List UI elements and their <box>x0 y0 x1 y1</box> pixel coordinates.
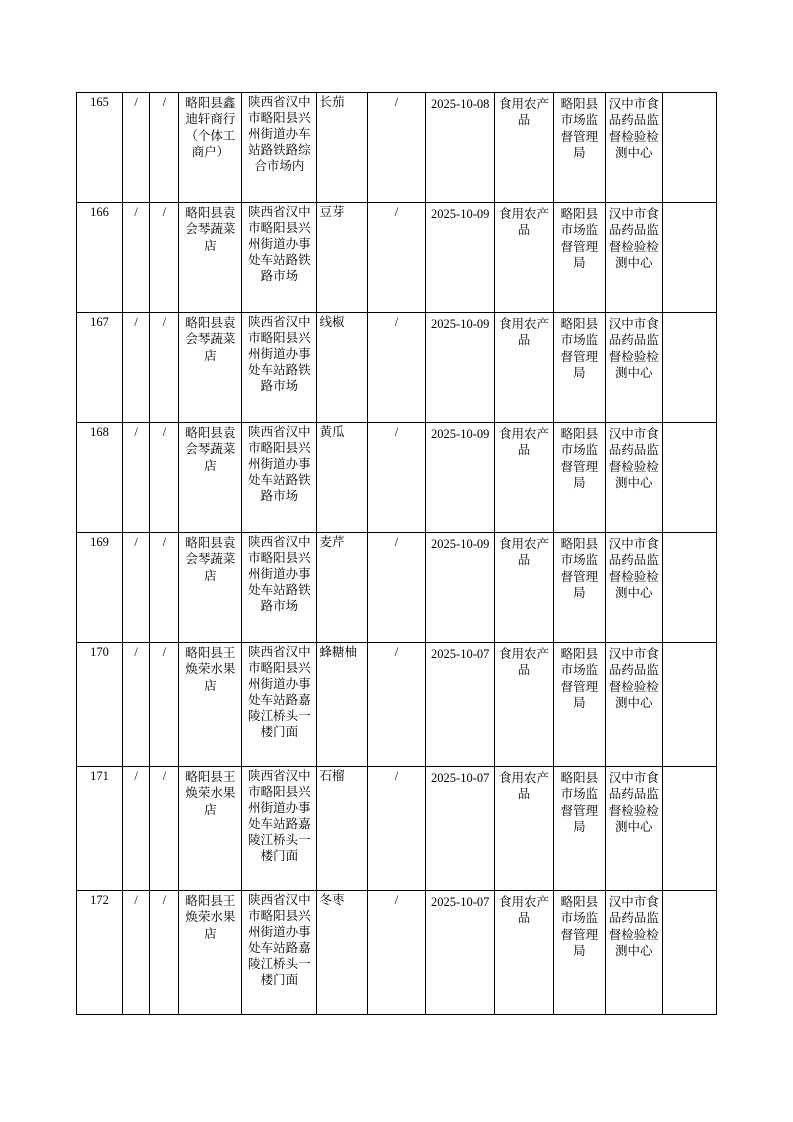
row-index-cell <box>77 313 123 423</box>
row-date: 2025-10-09 <box>431 207 490 221</box>
row-slash1: / <box>134 425 138 439</box>
row-index: 168 <box>90 425 109 439</box>
row-remark-cell <box>662 533 716 643</box>
row-org-cell <box>553 423 605 533</box>
row-category: 食用农产品 <box>498 537 549 568</box>
row-date-cell <box>426 313 495 423</box>
row-index: 172 <box>90 893 109 907</box>
row-org-cell <box>553 767 605 891</box>
row-address: 陕西省汉中市略阳县兴州街道办事处车站路嘉陵江桥头一楼门面 <box>248 893 311 987</box>
row-index: 165 <box>90 95 109 109</box>
row-shop: 略阳县鑫迪轩商行（个体工商户） <box>185 96 236 159</box>
row-address: 陕西省汉中市略阳县兴州街道办事处车站路嘉陵江桥头一楼门面 <box>248 645 311 739</box>
row-index: 171 <box>90 769 109 783</box>
row-org: 略阳县市场监督管理局 <box>560 317 599 380</box>
row-date: 2025-10-09 <box>431 427 490 441</box>
row-slash1: / <box>134 893 138 907</box>
row-lab-cell <box>606 203 662 313</box>
row-category: 食用农产品 <box>498 427 549 458</box>
row-index-cell <box>77 203 123 313</box>
row-date-cell <box>426 891 495 1015</box>
row-slash2: / <box>162 205 167 219</box>
row-slash1-cell <box>123 643 150 767</box>
row-fail-item: / <box>394 95 399 109</box>
row-remark-cell <box>662 93 716 203</box>
row-fail-item: / <box>394 769 399 783</box>
row-date-cell <box>426 93 495 203</box>
row-fail-item: / <box>394 535 399 549</box>
row-sample: 黄瓜 <box>319 425 345 439</box>
row-fail-item: / <box>394 315 399 329</box>
row-category: 食用农产品 <box>498 895 549 926</box>
row-slash2: / <box>162 769 167 783</box>
row-category-cell <box>495 533 554 643</box>
row-org: 略阳县市场监督管理局 <box>560 97 599 160</box>
row-slash1: / <box>134 315 138 329</box>
row-category: 食用农产品 <box>498 771 549 802</box>
row-shop: 略阳县王焕荣水果店 <box>185 646 236 693</box>
row-category-cell <box>495 203 554 313</box>
row-sample-cell <box>317 643 367 767</box>
row-index-cell <box>77 533 123 643</box>
row-slash1: / <box>134 769 138 783</box>
row-address: 陕西省汉中市略阳县兴州街道办事处车站路嘉陵江桥头一楼门面 <box>248 769 311 863</box>
row-category-cell <box>495 93 554 203</box>
row-shop-cell <box>179 93 242 203</box>
row-remark-cell <box>662 767 716 891</box>
row-address: 陕西省汉中市略阳县兴州街道办车站路铁路综合市场内 <box>248 95 311 173</box>
row-address-cell <box>242 891 317 1015</box>
row-index-cell <box>77 643 123 767</box>
row-slash1: / <box>134 535 138 549</box>
row-shop-cell <box>179 643 242 767</box>
table-row <box>77 533 717 643</box>
row-org-cell <box>553 533 605 643</box>
row-category: 食用农产品 <box>498 97 549 128</box>
row-address: 陕西省汉中市略阳县兴州街道办事处车站路铁路市场 <box>248 315 311 393</box>
row-org: 略阳县市场监督管理局 <box>560 427 599 490</box>
row-org-cell <box>553 891 605 1015</box>
row-remark-cell <box>662 423 716 533</box>
row-fail-item: / <box>394 205 399 219</box>
row-category: 食用农产品 <box>498 647 549 678</box>
row-slash1-cell <box>123 313 150 423</box>
row-index: 169 <box>90 535 109 549</box>
row-remark <box>663 313 716 317</box>
row-sample: 麦芹 <box>319 535 345 549</box>
row-lab-cell <box>606 891 662 1015</box>
row-index-cell <box>77 93 123 203</box>
row-slash2-cell <box>150 891 179 1015</box>
table-row <box>77 643 717 767</box>
row-slash1-cell <box>123 93 150 203</box>
row-address-cell <box>242 533 317 643</box>
row-date: 2025-10-08 <box>431 97 490 111</box>
row-sample: 长茄 <box>319 95 345 109</box>
row-lab-cell <box>606 93 662 203</box>
row-sample-cell <box>317 891 367 1015</box>
row-slash2-cell <box>150 313 179 423</box>
row-org-cell <box>553 203 605 313</box>
row-remark-cell <box>662 313 716 423</box>
row-fail-item: / <box>394 425 399 439</box>
row-lab-cell <box>606 313 662 423</box>
row-remark <box>663 533 716 537</box>
row-slash1-cell <box>123 533 150 643</box>
row-date-cell <box>426 767 495 891</box>
row-slash2-cell <box>150 533 179 643</box>
row-slash2: / <box>162 425 167 439</box>
row-org: 略阳县市场监督管理局 <box>560 895 599 958</box>
row-date-cell <box>426 533 495 643</box>
row-org-cell <box>553 93 605 203</box>
row-fail-item-cell <box>367 93 426 203</box>
row-index-cell <box>77 423 123 533</box>
row-address-cell <box>242 423 317 533</box>
row-address-cell <box>242 767 317 891</box>
row-slash2: / <box>162 893 167 907</box>
row-sample: 豆芽 <box>319 205 345 219</box>
row-index: 170 <box>90 645 109 659</box>
table-body <box>77 93 717 1015</box>
row-slash1: / <box>134 645 138 659</box>
row-remark-cell <box>662 203 716 313</box>
row-remark <box>663 891 716 895</box>
row-slash2-cell <box>150 643 179 767</box>
row-lab-cell <box>606 423 662 533</box>
row-date-cell <box>426 423 495 533</box>
row-shop: 略阳县王焕荣水果店 <box>185 770 236 817</box>
row-fail-item-cell <box>367 423 426 533</box>
row-address-cell <box>242 313 317 423</box>
row-remark-cell <box>662 643 716 767</box>
row-date: 2025-10-07 <box>431 647 490 661</box>
row-shop-cell <box>179 767 242 891</box>
row-shop: 略阳县王焕荣水果店 <box>185 894 236 941</box>
row-category: 食用农产品 <box>498 317 549 348</box>
table-row <box>77 767 717 891</box>
row-lab: 汉中市食品药品监督检验检测中心 <box>608 895 659 958</box>
row-fail-item: / <box>394 645 399 659</box>
row-fail-item: / <box>394 893 399 907</box>
row-org-cell <box>553 643 605 767</box>
row-shop-cell <box>179 423 242 533</box>
row-sample-cell <box>317 93 367 203</box>
row-date: 2025-10-07 <box>431 771 490 785</box>
row-category-cell <box>495 643 554 767</box>
row-slash2: / <box>162 535 167 549</box>
row-index: 167 <box>90 315 109 329</box>
row-date-cell <box>426 203 495 313</box>
row-address-cell <box>242 643 317 767</box>
row-date: 2025-10-09 <box>431 317 490 331</box>
row-slash2: / <box>162 315 167 329</box>
row-slash2-cell <box>150 767 179 891</box>
row-org: 略阳县市场监督管理局 <box>560 537 599 600</box>
row-lab: 汉中市食品药品监督检验检测中心 <box>608 771 659 834</box>
row-remark <box>663 423 716 427</box>
row-slash2-cell <box>150 423 179 533</box>
row-shop-cell <box>179 203 242 313</box>
row-slash1: / <box>134 205 138 219</box>
row-fail-item-cell <box>367 533 426 643</box>
table-row <box>77 423 717 533</box>
row-lab-cell <box>606 533 662 643</box>
row-shop: 略阳县袁会琴蔬菜店 <box>185 206 236 253</box>
row-lab: 汉中市食品药品监督检验检测中心 <box>608 317 659 380</box>
row-slash2: / <box>162 95 167 109</box>
row-sample-cell <box>317 423 367 533</box>
row-slash1-cell <box>123 891 150 1015</box>
row-sample-cell <box>317 767 367 891</box>
row-org: 略阳县市场监督管理局 <box>560 207 599 270</box>
row-shop: 略阳县袁会琴蔬菜店 <box>185 426 236 473</box>
row-lab: 汉中市食品药品监督检验检测中心 <box>608 207 659 270</box>
row-index-cell <box>77 891 123 1015</box>
row-lab: 汉中市食品药品监督检验检测中心 <box>608 97 659 160</box>
row-sample-cell <box>317 203 367 313</box>
row-date: 2025-10-07 <box>431 895 490 909</box>
row-address-cell <box>242 203 317 313</box>
row-remark <box>663 643 716 647</box>
row-address: 陕西省汉中市略阳县兴州街道办事处车站路铁路市场 <box>248 535 311 613</box>
row-sample: 线椒 <box>319 315 345 329</box>
row-address-cell <box>242 93 317 203</box>
row-lab-cell <box>606 643 662 767</box>
row-index-cell <box>77 767 123 891</box>
row-slash1-cell <box>123 423 150 533</box>
row-remark <box>663 767 716 771</box>
row-index: 166 <box>90 205 109 219</box>
row-remark-cell <box>662 891 716 1015</box>
table-row <box>77 891 717 1015</box>
row-address: 陕西省汉中市略阳县兴州街道办事处车站路铁路市场 <box>248 205 311 283</box>
inspection-results-table <box>76 92 717 1015</box>
row-org: 略阳县市场监督管理局 <box>560 647 599 710</box>
row-date: 2025-10-09 <box>431 537 490 551</box>
row-shop-cell <box>179 891 242 1015</box>
row-org-cell <box>553 313 605 423</box>
row-slash1-cell <box>123 767 150 891</box>
row-lab: 汉中市食品药品监督检验检测中心 <box>608 647 659 710</box>
row-fail-item-cell <box>367 643 426 767</box>
row-shop-cell <box>179 533 242 643</box>
row-fail-item-cell <box>367 767 426 891</box>
row-slash2-cell <box>150 203 179 313</box>
row-shop: 略阳县袁会琴蔬菜店 <box>185 316 236 363</box>
row-org: 略阳县市场监督管理局 <box>560 771 599 834</box>
row-sample-cell <box>317 313 367 423</box>
row-category-cell <box>495 423 554 533</box>
row-category-cell <box>495 313 554 423</box>
row-date-cell <box>426 643 495 767</box>
row-category-cell <box>495 891 554 1015</box>
row-shop: 略阳县袁会琴蔬菜店 <box>185 536 236 583</box>
row-slash1-cell <box>123 203 150 313</box>
row-sample-cell <box>317 533 367 643</box>
row-slash2-cell <box>150 93 179 203</box>
row-fail-item-cell <box>367 313 426 423</box>
row-slash1: / <box>134 95 138 109</box>
row-lab: 汉中市食品药品监督检验检测中心 <box>608 537 659 600</box>
row-category-cell <box>495 767 554 891</box>
row-shop-cell <box>179 313 242 423</box>
row-sample: 蜂糖柚 <box>319 645 357 659</box>
row-remark <box>663 203 716 207</box>
table-row <box>77 93 717 203</box>
row-sample: 石榴 <box>319 769 345 783</box>
row-fail-item-cell <box>367 203 426 313</box>
row-category: 食用农产品 <box>498 207 549 238</box>
table-row <box>77 203 717 313</box>
row-slash2: / <box>162 645 167 659</box>
row-remark <box>663 93 716 97</box>
row-sample: 冬枣 <box>319 893 345 907</box>
row-address: 陕西省汉中市略阳县兴州街道办事处车站路铁路市场 <box>248 425 311 503</box>
row-fail-item-cell <box>367 891 426 1015</box>
table-row <box>77 313 717 423</box>
row-lab: 汉中市食品药品监督检验检测中心 <box>608 427 659 490</box>
row-lab-cell <box>606 767 662 891</box>
